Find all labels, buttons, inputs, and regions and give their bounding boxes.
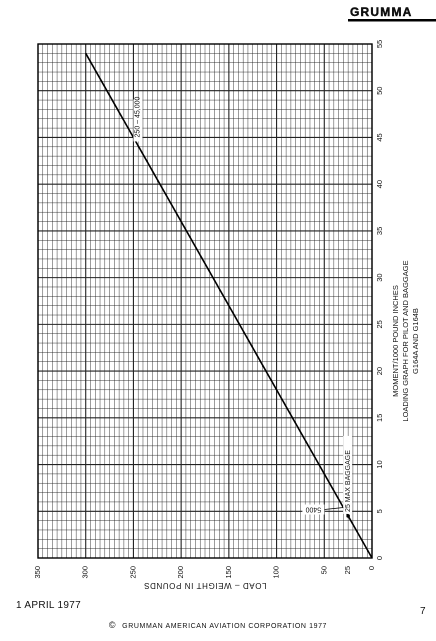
annotation-5400: 5400: [305, 505, 322, 513]
x-tick-label: 50: [319, 566, 329, 575]
y-tick-label: 5: [374, 509, 384, 514]
y-tick-label: 35: [374, 226, 384, 236]
footer-copyright: [0, 620, 436, 630]
brand-text: GRUMMA: [350, 5, 413, 19]
x-tick-label: 150: [223, 566, 233, 579]
y-axis-title: MOMENT/1000 POUND INCHES: [390, 285, 400, 397]
page-number: 7: [420, 606, 426, 617]
x-tick-label: 100: [271, 566, 281, 579]
brand-logo: [348, 5, 436, 22]
x-tick-label: 200: [176, 566, 186, 579]
y-tick-label: 15: [374, 413, 384, 422]
chart-grid: [38, 44, 372, 558]
y-tick-label: 45: [374, 133, 384, 142]
annotation-250-lb: 250 – 45,000: [134, 96, 142, 138]
footer-date: 1 APRIL 1977: [16, 600, 81, 611]
y-tick-label: 20: [374, 366, 384, 376]
copyright-text: GRUMMAN AMERICAN AVIATION CORPORATION 1977: [122, 623, 328, 630]
chart-title-line: LOADING GRAPH FOR PILOT AND BAGGAGE: [400, 260, 410, 422]
x-tick-label: 0: [366, 566, 376, 571]
annotation-max-baggage: 25 MAX BAGGAGE: [344, 450, 352, 512]
y-tick-label: 0: [374, 555, 384, 561]
x-tick-label: 25: [343, 566, 353, 575]
y-tick-label: 30: [374, 273, 384, 282]
x-axis-title: LOAD – WEIGHT IN POUNDS: [143, 580, 267, 590]
y-tick-label: 25: [374, 320, 384, 329]
y-tick-label: 10: [374, 460, 384, 469]
brand-rule: [348, 19, 436, 22]
chart-title-line: G164A AND G164B: [410, 308, 420, 374]
x-tick-label: 300: [80, 566, 90, 579]
max-baggage-point: [346, 514, 350, 518]
y-tick-label: 55: [374, 39, 384, 49]
x-tick-label: 350: [32, 566, 42, 579]
x-tick-label: 250: [128, 566, 138, 579]
chart-axis-titles: [143, 260, 419, 589]
y-tick-label: 50: [374, 86, 384, 95]
y-tick-label: 40: [374, 180, 384, 189]
copyright-symbol: ©: [108, 620, 117, 630]
